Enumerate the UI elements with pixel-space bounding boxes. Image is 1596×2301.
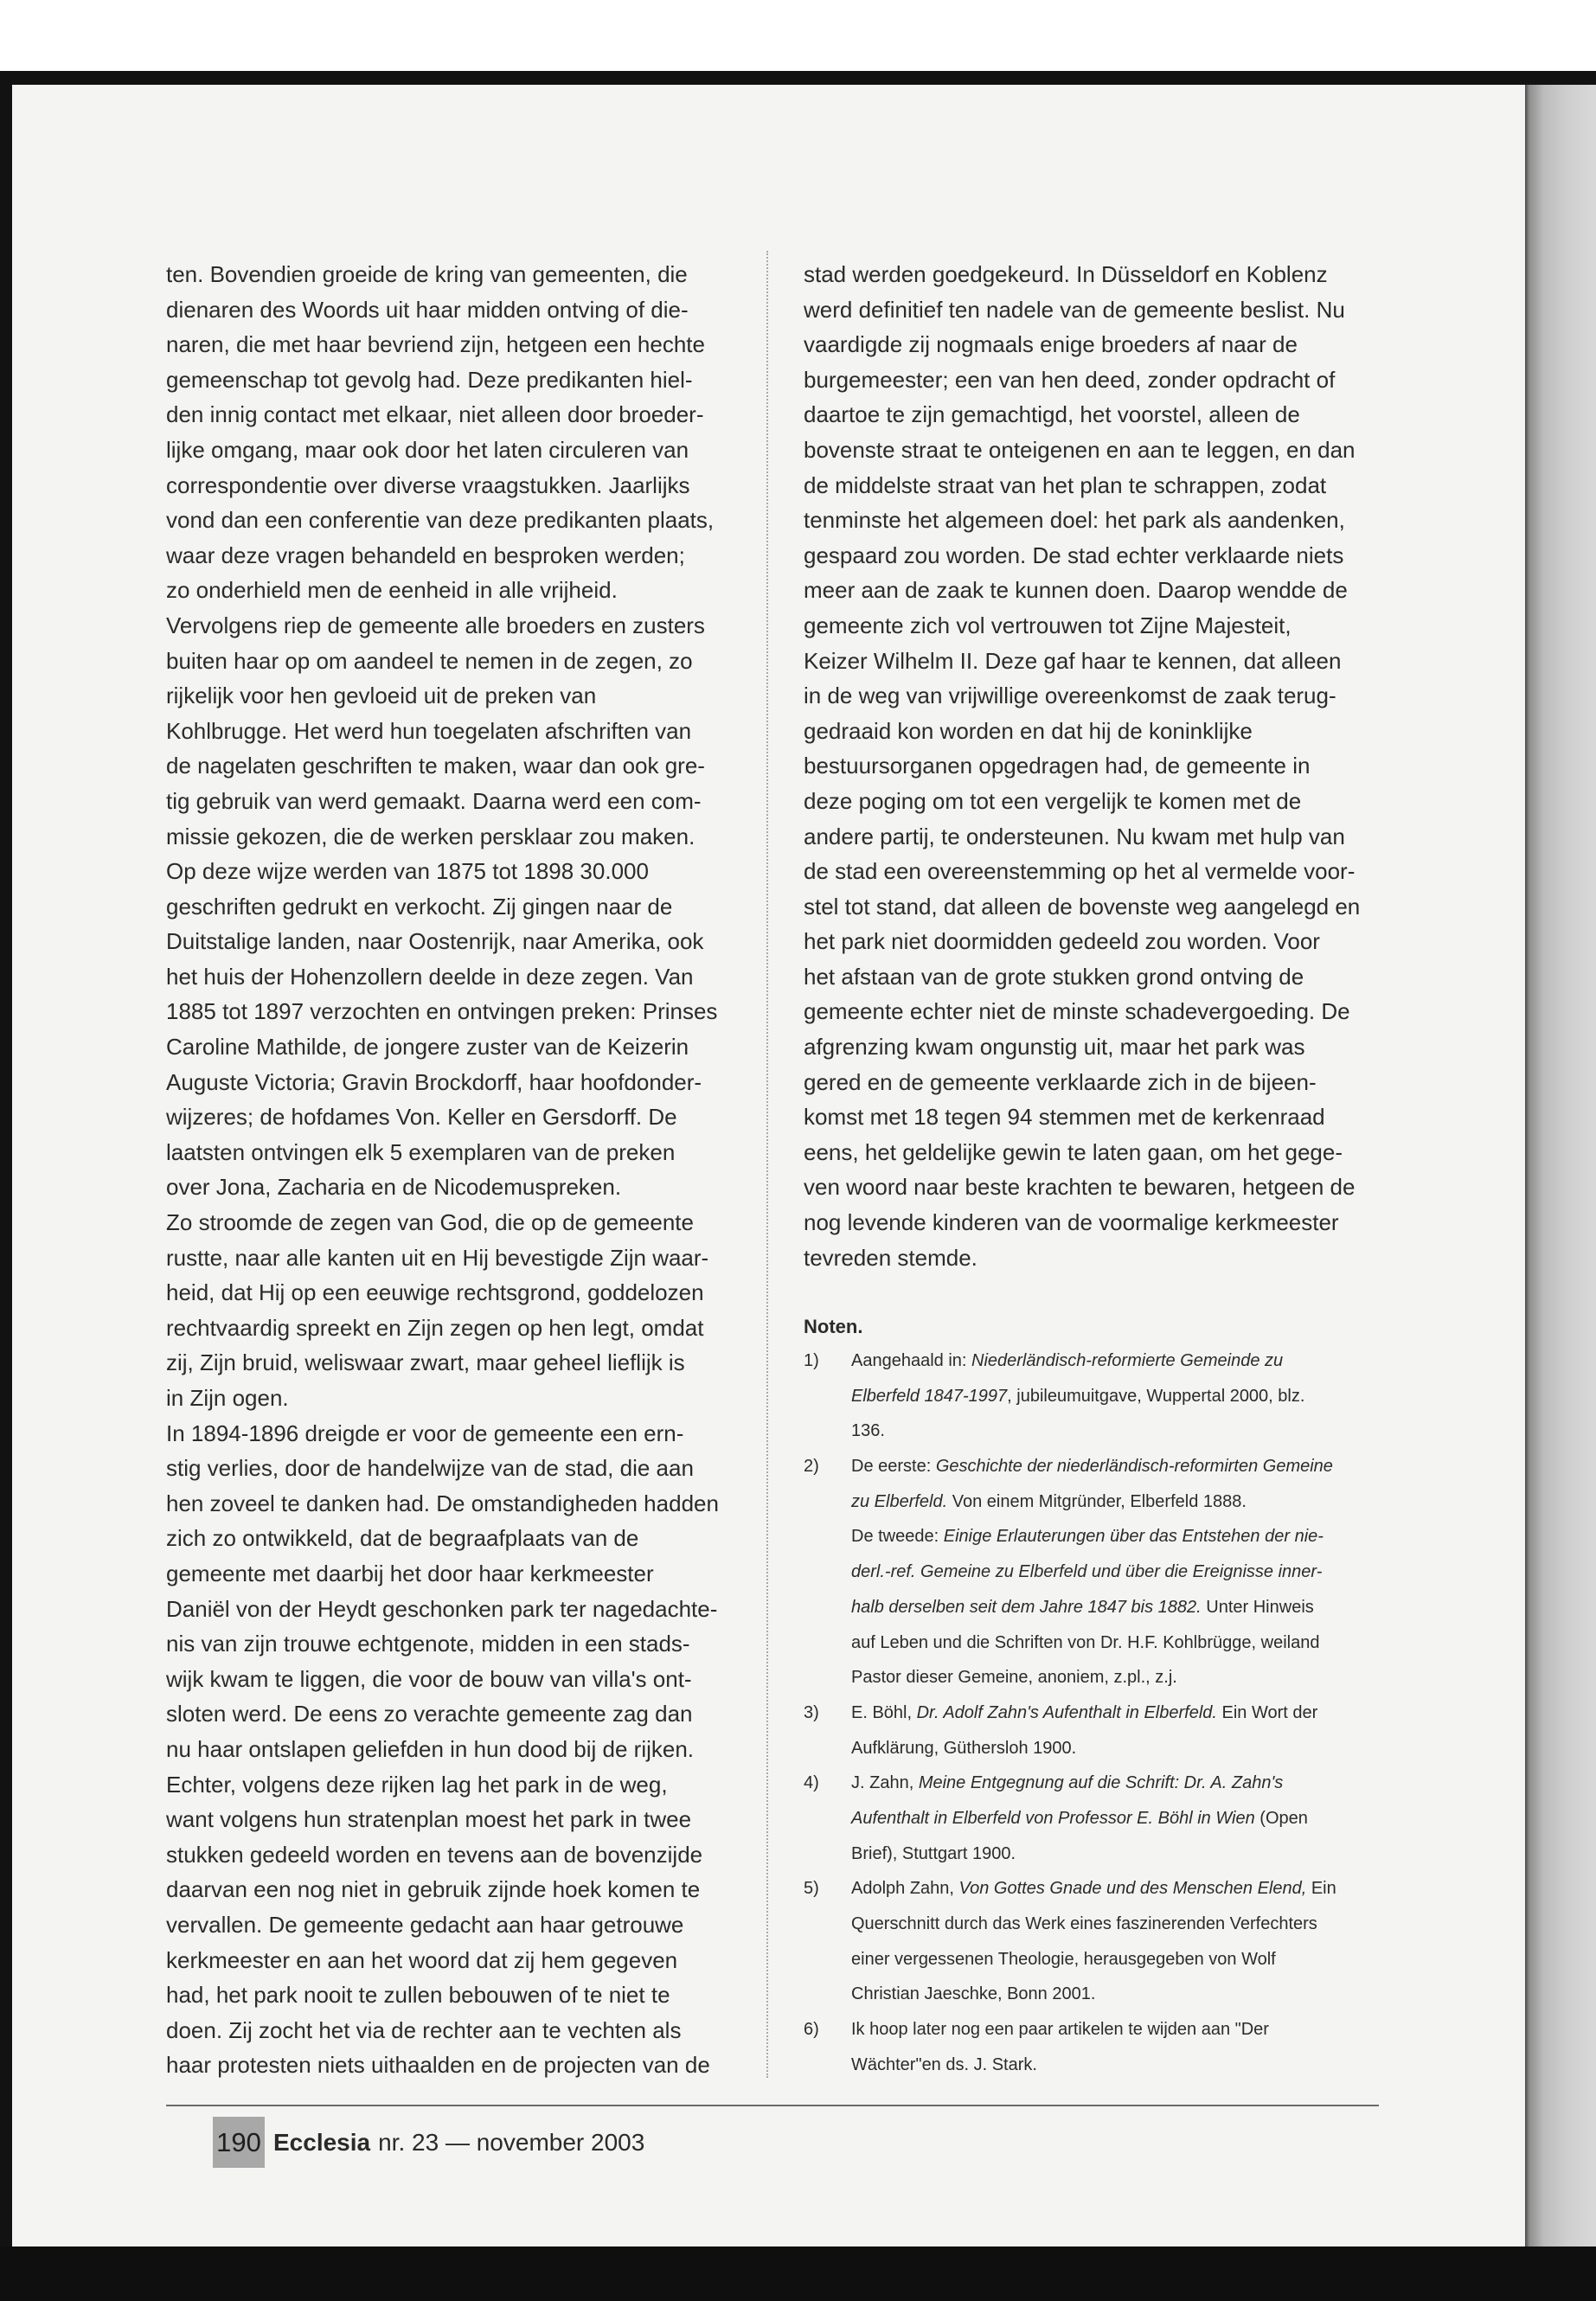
- left-column-line: rustte, naar alle kanten uit en Hij bevestigde Zijn waar-: [166, 1244, 709, 1271]
- left-column-line: tig gebruik van werd gemaakt. Daarna werd een com-: [166, 787, 702, 814]
- right-column-line: tenminste het algemeen doel: het park als aandenken,: [804, 507, 1345, 534]
- note-item: [804, 1766, 1381, 1871]
- note-text-segment: Querschnitt durch das Werk eines faszinerenden Verfechters: [851, 1914, 1317, 1933]
- note-text-segment: Aufklärung, Güthersloh 1900.: [851, 1738, 1077, 1758]
- right-column-line: gedraaid kon worden en dat hij de koninklijke: [804, 717, 1253, 744]
- note-line: [851, 1554, 1381, 1590]
- note-line: [851, 1590, 1381, 1625]
- left-column-line: lijke omgang, maar ook door het laten circuleren van: [166, 436, 689, 463]
- left-column-line: ten. Bovendien groeide de kring van gemeenten, die: [166, 261, 688, 287]
- left-column-line: rechtvaardig spreekt en Zijn zegen op hen legt, omdat: [166, 1314, 704, 1341]
- note-line: [851, 1625, 1381, 1661]
- right-column-line: de middelste straat van het plan te schrappen, zodat: [804, 471, 1327, 498]
- issue-info: nr. 23 — november 2003: [378, 2129, 645, 2156]
- right-column-line: stad werden goedgekeurd. In Düsseldorf en Koblenz: [804, 261, 1328, 287]
- note-line: [851, 1977, 1381, 2012]
- note-line: [851, 1519, 1381, 1554]
- left-column-line: buiten haar op om aandeel te nemen in de zegen, zo: [166, 647, 693, 674]
- note-italic-title: zu Elberfeld.: [851, 1491, 948, 1511]
- note-line: [851, 1801, 1381, 1836]
- right-column-line: nog levende kinderen van de voormalige kerkmeester: [804, 1209, 1339, 1236]
- note-italic-title: Einige Erlauterungen über das Entstehen der nie-: [943, 1527, 1324, 1547]
- note-line: [851, 1413, 1381, 1449]
- left-column-line: Echter, volgens deze rijken lag het park in de weg,: [166, 1771, 668, 1798]
- left-text-column: [166, 257, 739, 2083]
- running-footer: [273, 2126, 644, 2159]
- note-item: [804, 2012, 1381, 2082]
- left-column-line: haar protesten niets uithaalden en de projecten van de: [166, 2052, 710, 2079]
- right-column-line: deze poging om tot een vergelijk te komen met de: [804, 787, 1302, 814]
- note-text-segment: auf Leben und die Schriften von Dr. H.F. Kohlbrügge, weiland: [851, 1632, 1320, 1652]
- left-column-line: vond dan een conferentie van deze predikanten plaats,: [166, 507, 715, 534]
- right-column-line: tevreden stemde.: [804, 1244, 977, 1271]
- note-line: [851, 1379, 1381, 1414]
- note-text-segment: Christian Jaeschke, Bonn 2001.: [851, 1984, 1096, 2004]
- left-column-line: nis van zijn trouwe echtgenote, midden in een stads-: [166, 1631, 690, 1657]
- left-column-line: gemeente met daarbij het door haar kerkmeester: [166, 1560, 654, 1586]
- note-line: [851, 2048, 1381, 2083]
- note-text-segment: Von einem Mitgründer, Elberfeld 1888.: [947, 1491, 1247, 1511]
- left-column-line: in Zijn ogen.: [166, 1385, 289, 1411]
- left-column-line: Caroline Mathilde, de jongere zuster van de Keizerin: [166, 1034, 689, 1061]
- scan-border-left: [0, 71, 12, 2247]
- right-column-line: afgrenzing kwam ongunstig uit, maar het park was: [804, 1034, 1305, 1061]
- right-column-line: komst met 18 tegen 94 stemmen met de kerkenraad: [804, 1104, 1325, 1131]
- note-line: [851, 2012, 1381, 2048]
- right-column-line: eens, het geldelijke gewin te laten gaan, om het gege-: [804, 1138, 1343, 1165]
- note-italic-title: Meine Entgegnung auf die Schrift: Dr. A. Zahn's: [918, 1773, 1284, 1793]
- left-column-line: stig verlies, door de handelwijze van de stad, die aan: [166, 1455, 694, 1482]
- left-column-line: missie gekozen, die de werken persklaar zou maken.: [166, 823, 695, 849]
- note-item: [804, 1695, 1381, 1766]
- left-column-line: waar deze vragen behandeld en besproken werden;: [166, 542, 685, 568]
- left-column-line: zij, Zijn bruid, weliswaar zwart, maar geheel lieflijk is: [166, 1349, 685, 1376]
- left-column-line: geschriften gedrukt en verkocht. Zij gingen naar de: [166, 893, 673, 920]
- note-italic-title: Elberfeld 1847-1997: [851, 1386, 1008, 1406]
- left-column-line: Kohlbrugge. Het werd hun toegelaten afschriften van: [166, 717, 692, 744]
- right-column-line: werd definitief ten nadele van de gemeente beslist. Nu: [804, 296, 1345, 323]
- right-column-line: stel tot stand, dat alleen de bovenste weg aangelegd en: [804, 893, 1361, 920]
- footer-rule: [166, 2105, 1379, 2106]
- note-text-segment: Ein Wort der: [1216, 1702, 1318, 1722]
- right-column-line: de stad een overeenstemming op het al vermelde voor-: [804, 858, 1356, 885]
- note-text-segment: 136.: [851, 1421, 885, 1441]
- left-column-line: stukken gedeeld worden en tevens aan de bovenzijde: [166, 1841, 703, 1868]
- note-text-segment: Brief), Stuttgart 1900.: [851, 1843, 1016, 1863]
- note-text-segment: Aangehaald in:: [851, 1351, 972, 1370]
- right-column-line: bestuursorganen opgedragen had, de gemeente in: [804, 753, 1311, 779]
- left-column-line: sloten werd. De eens zo verachte gemeente zag dan: [166, 1701, 693, 1727]
- note-text-segment: De tweede:: [851, 1527, 944, 1547]
- note-number: 4): [804, 1773, 819, 1793]
- note-text-segment: Ein: [1306, 1879, 1336, 1899]
- note-text-segment: J. Zahn,: [851, 1773, 919, 1793]
- left-column-line: rijkelijk voor hen gevloeid uit de preken van: [166, 683, 597, 709]
- notes-list: [804, 1343, 1381, 2082]
- left-column-line: wijzeres; de hofdames Von. Keller en Gersdorff. De: [166, 1104, 677, 1131]
- note-line: [851, 1871, 1381, 1907]
- note-text-segment: Wächter"en ds. J. Stark.: [851, 2054, 1037, 2074]
- left-column-line: Auguste Victoria; Gravin Brockdorff, haar hoofdonder-: [166, 1068, 702, 1095]
- left-column-line: kerkmeester en aan het woord dat zij hem gegeven: [166, 1946, 678, 1973]
- note-italic-title: Geschichte der niederländisch-reformirten Gemeine: [935, 1457, 1333, 1477]
- note-text-segment: E. Böhl,: [851, 1702, 917, 1722]
- note-italic-title: derl.-ref. Gemeine zu Elberfeld und über die Ereignisse inner-: [851, 1562, 1323, 1582]
- left-column-line: In 1894-1896 dreigde er voor de gemeente een ern-: [166, 1420, 684, 1446]
- note-text-segment: Unter Hinweis: [1201, 1597, 1314, 1617]
- note-line: [851, 1343, 1381, 1379]
- left-column-line: Op deze wijze werden van 1875 tot 1898 30.000: [166, 858, 649, 885]
- left-column-line: had, het park nooit te zullen bebouwen of te niet te: [166, 1982, 670, 2009]
- note-number: 2): [804, 1457, 819, 1477]
- note-italic-title: Aufenthalt in Elberfeld von Professor E. Böhl in Wien: [851, 1808, 1255, 1828]
- left-column-line: gemeenschap tot gevolg had. Deze predikanten hiel-: [166, 366, 693, 393]
- left-column-line: het huis der Hohenzollern deelde in deze zegen. Van: [166, 963, 694, 990]
- left-column-line: wijk kwam te liggen, die voor de bouw van villa's ont-: [166, 1665, 692, 1692]
- note-number: 5): [804, 1879, 819, 1899]
- right-column-line: ven woord naar beste krachten te bewaren, hetgeen de: [804, 1174, 1356, 1201]
- note-text-segment: , jubileumuitgave, Wuppertal 2000, blz.: [1007, 1386, 1305, 1406]
- right-column-line: het afstaan van de grote stukken grond ontving de: [804, 963, 1304, 990]
- note-number: 3): [804, 1702, 819, 1722]
- note-item: [804, 1871, 1381, 2012]
- left-column-line: zich zo ontwikkeld, dat de begraafplaats van de: [166, 1525, 639, 1552]
- left-column-line: want volgens hun stratenplan moest het park in twee: [166, 1806, 692, 1833]
- page-number: 190: [213, 2117, 265, 2168]
- note-line: [851, 1449, 1381, 1484]
- note-line: [851, 1731, 1381, 1766]
- notes-heading: Noten.: [804, 1316, 863, 1337]
- left-column-line: vervallen. De gemeente gedacht aan haar getrouwe: [166, 1911, 684, 1938]
- note-number: 1): [804, 1351, 819, 1370]
- right-text-column: [804, 257, 1381, 1275]
- note-line: [851, 1942, 1381, 1977]
- note-text-segment: Pastor dieser Gemeine, anoniem, z.pl., z.j.: [851, 1668, 1177, 1688]
- left-column-line: laatsten ontvingen elk 5 exemplaren van de preken: [166, 1138, 676, 1165]
- right-column-line: andere partij, te ondersteunen. Nu kwam met hulp van: [804, 823, 1345, 849]
- left-column-line: de nagelaten geschriften te maken, waar dan ook gre-: [166, 753, 705, 779]
- left-column-line: doen. Zij zocht het via de rechter aan te vechten als: [166, 2016, 682, 2043]
- right-column-line: meer aan de zaak te kunnen doen. Daarop wendde de: [804, 577, 1348, 604]
- right-column-line: gered en de gemeente verklaarde zich in de bijeen-: [804, 1068, 1317, 1095]
- note-line: [851, 1695, 1381, 1731]
- left-column-line: nu haar ontslapen geliefden in hun dood bij de rijken.: [166, 1735, 695, 1762]
- note-item: [804, 1343, 1381, 1449]
- scan-border-top: [0, 71, 1596, 85]
- page-gutter-edge: [1525, 85, 1596, 2247]
- right-column-line: bovenste straat te onteigenen en aan te leggen, en dan: [804, 436, 1356, 463]
- note-item: [804, 1449, 1381, 1695]
- scan-border-bottom: [0, 2247, 1596, 2301]
- left-column-line: over Jona, Zacharia en de Nicodemuspreken.: [166, 1174, 622, 1201]
- left-column-line: zo onderhield men de eenheid in alle vrijheid.: [166, 577, 618, 604]
- note-italic-title: Dr. Adolf Zahn's Aufenthalt in Elberfeld.: [916, 1702, 1217, 1722]
- left-column-line: naren, die met haar bevriend zijn, hetgeen een hechte: [166, 331, 705, 358]
- right-column-line: het park niet doormidden gedeeld zou worden. Voor: [804, 928, 1320, 955]
- right-column-line: daartoe te zijn gemachtigd, het voorstel, alleen de: [804, 401, 1300, 428]
- left-column-line: den innig contact met elkaar, niet alleen door broeder-: [166, 401, 704, 428]
- left-column-line: Zo stroomde de zegen van God, die op de gemeente: [166, 1209, 694, 1236]
- left-column-line: dienaren des Woords uit haar midden ontving of die-: [166, 296, 689, 323]
- left-column-line: Duitstalige landen, naar Oostenrijk, naar Amerika, ook: [166, 928, 704, 955]
- note-line: [851, 1836, 1381, 1872]
- right-column-line: vaardigde zij nogmaals enige broeders af naar de: [804, 331, 1298, 358]
- note-italic-title: Von Gottes Gnade und des Menschen Elend,: [958, 1879, 1307, 1899]
- right-column-line: gemeente echter niet de minste schadevergoeding. De: [804, 998, 1350, 1025]
- right-column-line: burgemeester; een van hen deed, zonder opdracht of: [804, 366, 1336, 393]
- note-text-segment: De eerste:: [851, 1457, 936, 1477]
- note-text-segment: einer vergessenen Theologie, herausgegeben von Wolf: [851, 1949, 1276, 1969]
- left-column-line: correspondentie over diverse vraagstukken. Jaarlijks: [166, 471, 690, 498]
- left-column-line: 1885 tot 1897 verzochten en ontvingen preken: Prinses: [166, 998, 718, 1025]
- left-column-line: Vervolgens riep de gemeente alle broeders en zusters: [166, 612, 705, 638]
- right-column-line: Keizer Wilhelm II. Deze gaf haar te kennen, dat alleen: [804, 647, 1342, 674]
- right-column-line: gespaard zou worden. De stad echter verklaarde niets: [804, 542, 1344, 568]
- right-column-line: gemeente zich vol vertrouwen tot Zijne Majesteit,: [804, 612, 1292, 638]
- note-italic-title: Niederländisch-reformierte Gemeinde zu: [971, 1351, 1284, 1370]
- right-column-line: in de weg van vrijwillige overeenkomst de zaak terug-: [804, 683, 1336, 709]
- note-line: [851, 1766, 1381, 1801]
- magazine-name: Ecclesia: [273, 2129, 371, 2156]
- left-column-line: heid, dat Hij op een eeuwige rechtsgrond, goddelozen: [166, 1279, 704, 1306]
- note-text-segment: Ik hoop later nog een paar artikelen te wijden aan "Der: [851, 2020, 1269, 2040]
- note-number: 6): [804, 2020, 819, 2040]
- note-text-segment: Adolph Zahn,: [851, 1879, 959, 1899]
- left-column-line: hen zoveel te danken had. De omstandigheden hadden: [166, 1490, 719, 1516]
- column-divider: [766, 251, 768, 2078]
- note-line: [851, 1660, 1381, 1695]
- note-italic-title: halb derselben seit dem Jahre 1847 bis 1882.: [851, 1597, 1202, 1617]
- left-column-line: daarvan een nog niet in gebruik zijnde hoek komen te: [166, 1876, 701, 1903]
- note-line: [851, 1484, 1381, 1520]
- note-text-segment: (Open: [1254, 1808, 1308, 1828]
- note-line: [851, 1907, 1381, 1942]
- left-column-line: Daniël von der Heydt geschonken park ter nagedachte-: [166, 1595, 718, 1622]
